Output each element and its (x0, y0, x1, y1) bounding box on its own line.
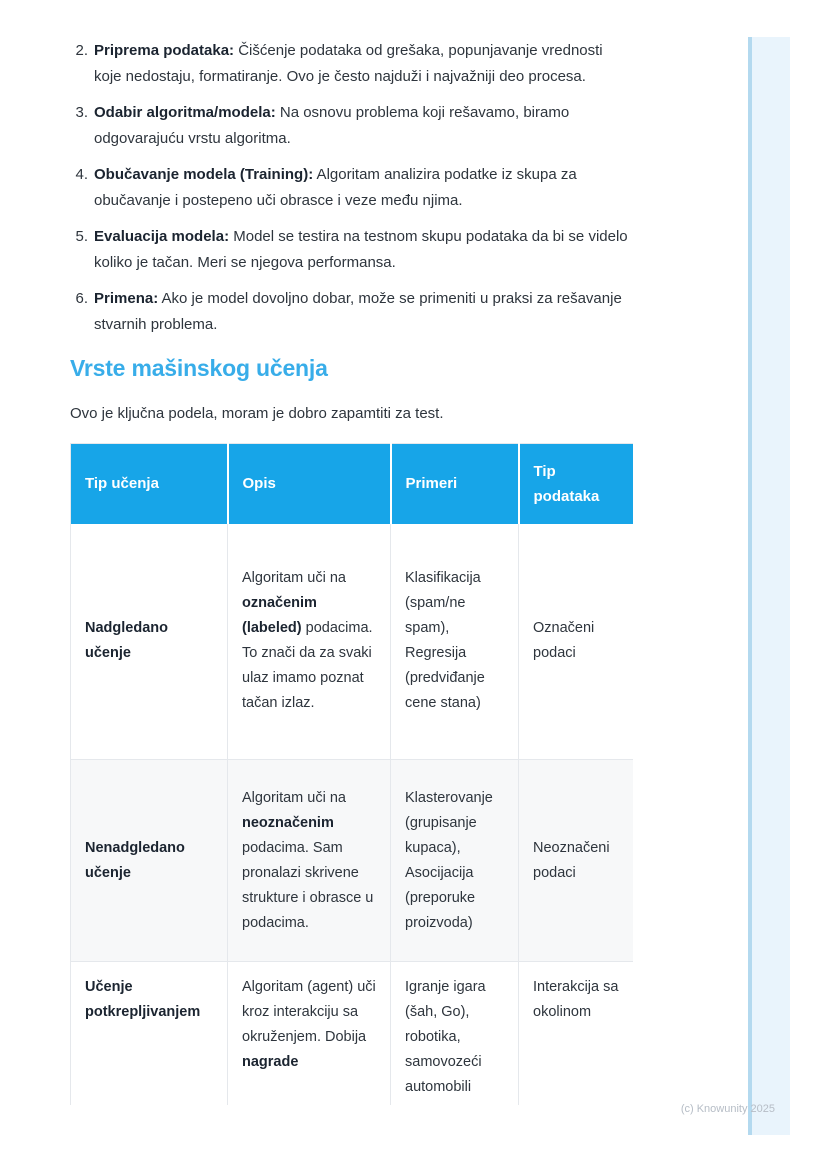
table-row (71, 760, 634, 962)
ordered-list-item (70, 162, 633, 214)
text-segment: Ako je model dovoljno dobar, može se primeniti u praksi za rešavanje stvarnih problema. (94, 290, 622, 333)
list-item-text (94, 224, 633, 276)
list-item-text (94, 38, 633, 90)
text-segment: Model se testira na testnom skupu podataka da bi se videlo koliko je tačan. Meri se njegova performansa. (94, 228, 628, 271)
table-cell (228, 962, 391, 1106)
table-cell (391, 962, 519, 1106)
text-segment: podacima. To znači da za svaki ulaz imamo poznat tačan izlaz. (242, 620, 373, 712)
list-item-number: 6. (75, 290, 88, 307)
intro-paragraph: Ovo je ključna podela, moram je dobro zapamtiti za test. (70, 405, 444, 422)
list-item-text (94, 100, 633, 152)
list-item-text (94, 162, 633, 214)
table-header-cell: Primeri (391, 444, 519, 524)
ordered-list-item (70, 286, 633, 338)
table-cell (519, 760, 634, 962)
table-row (71, 524, 634, 760)
bold-text: Učenje potkrepljivanjem (85, 979, 201, 1020)
text-segment: Čišćenje podataka od grešaka, popunjavanje vrednosti koje nedostaju, formatiranje. Ovo je često najduži i najvažniji deo procesa. (94, 42, 603, 85)
table-cell (519, 962, 634, 1106)
bold-text: nagrade (242, 1054, 299, 1070)
table-cell (71, 962, 228, 1106)
text-segment: Označeni podaci (533, 620, 595, 662)
bold-text: označenim (labeled) (242, 595, 317, 637)
table-cell (71, 524, 228, 760)
bold-text: Primena: (94, 290, 159, 307)
text-segment: Klasterovanje (grupisanje kupaca), Asocijacija (preporuke proizvoda) (405, 789, 493, 931)
footer-credit: (c) Knowunity 2025 (680, 1103, 775, 1115)
table-cell (228, 524, 391, 760)
list-item-number: 3. (75, 104, 88, 121)
document-content (70, 38, 633, 1105)
table-header-cell: Tip podataka (519, 444, 634, 524)
ml-types-table (70, 443, 633, 1105)
process-list (70, 38, 633, 338)
text-segment: Algoritam (agent) uči kroz interakciju sa okruženjem. Dobija (242, 979, 376, 1045)
bold-text: Odabir algoritma/modela: (94, 104, 276, 121)
bold-text: Evaluacija modela: (94, 228, 230, 245)
bold-text: Obučavanje modela (Training): (94, 166, 314, 183)
list-item-number: 2. (75, 42, 88, 59)
ordered-list-item (70, 224, 633, 276)
bold-text: Nadgledano učenje (85, 620, 168, 662)
table-header-cell: Opis (228, 444, 391, 524)
bold-text: Nenadgledano učenje (85, 839, 185, 881)
text-segment: Na osnovu problema koji rešavamo, biramo odgovarajuću vrstu algoritma. (94, 104, 570, 147)
text-segment: podacima. Sam pronalazi skrivene strukture i obrasce u podacima. (242, 839, 374, 931)
ml-types-table-wrapper (70, 443, 633, 1105)
ordered-list-item (70, 100, 633, 152)
list-item-number: 4. (75, 166, 88, 183)
list-item-text (94, 286, 633, 338)
ordered-list-item (70, 38, 633, 90)
page-edge-strip (748, 37, 790, 1135)
table-cell (519, 524, 634, 760)
table-cell (391, 760, 519, 962)
text-segment: Neoznačeni podaci (533, 839, 610, 881)
table-header-row (71, 444, 634, 524)
table-cell (228, 760, 391, 962)
table-row (71, 962, 634, 1106)
section-heading: Vrste mašinskog učenja (70, 355, 328, 381)
text-segment: Algoritam uči na (242, 789, 346, 806)
bold-text: Priprema podataka: (94, 42, 235, 59)
table-cell (391, 524, 519, 760)
table-cell (71, 760, 228, 962)
text-segment: Klasifikacija (spam/ne spam), Regresija (predviđanje cene stana) (405, 570, 485, 712)
list-item-number: 5. (75, 228, 88, 245)
table-header-cell: Tip učenja (71, 444, 228, 524)
text-segment: Algoritam analizira podatke iz skupa za obučavanje i postepeno uči obrasce i veze među njima. (94, 166, 577, 209)
bold-text: neoznačenim (242, 814, 334, 831)
text-segment: Igranje igara (šah, Go), robotika, samovozeći automobili (405, 979, 486, 1095)
text-segment: Interakcija sa okolinom (533, 979, 619, 1020)
text-segment: Algoritam uči na (242, 570, 346, 587)
